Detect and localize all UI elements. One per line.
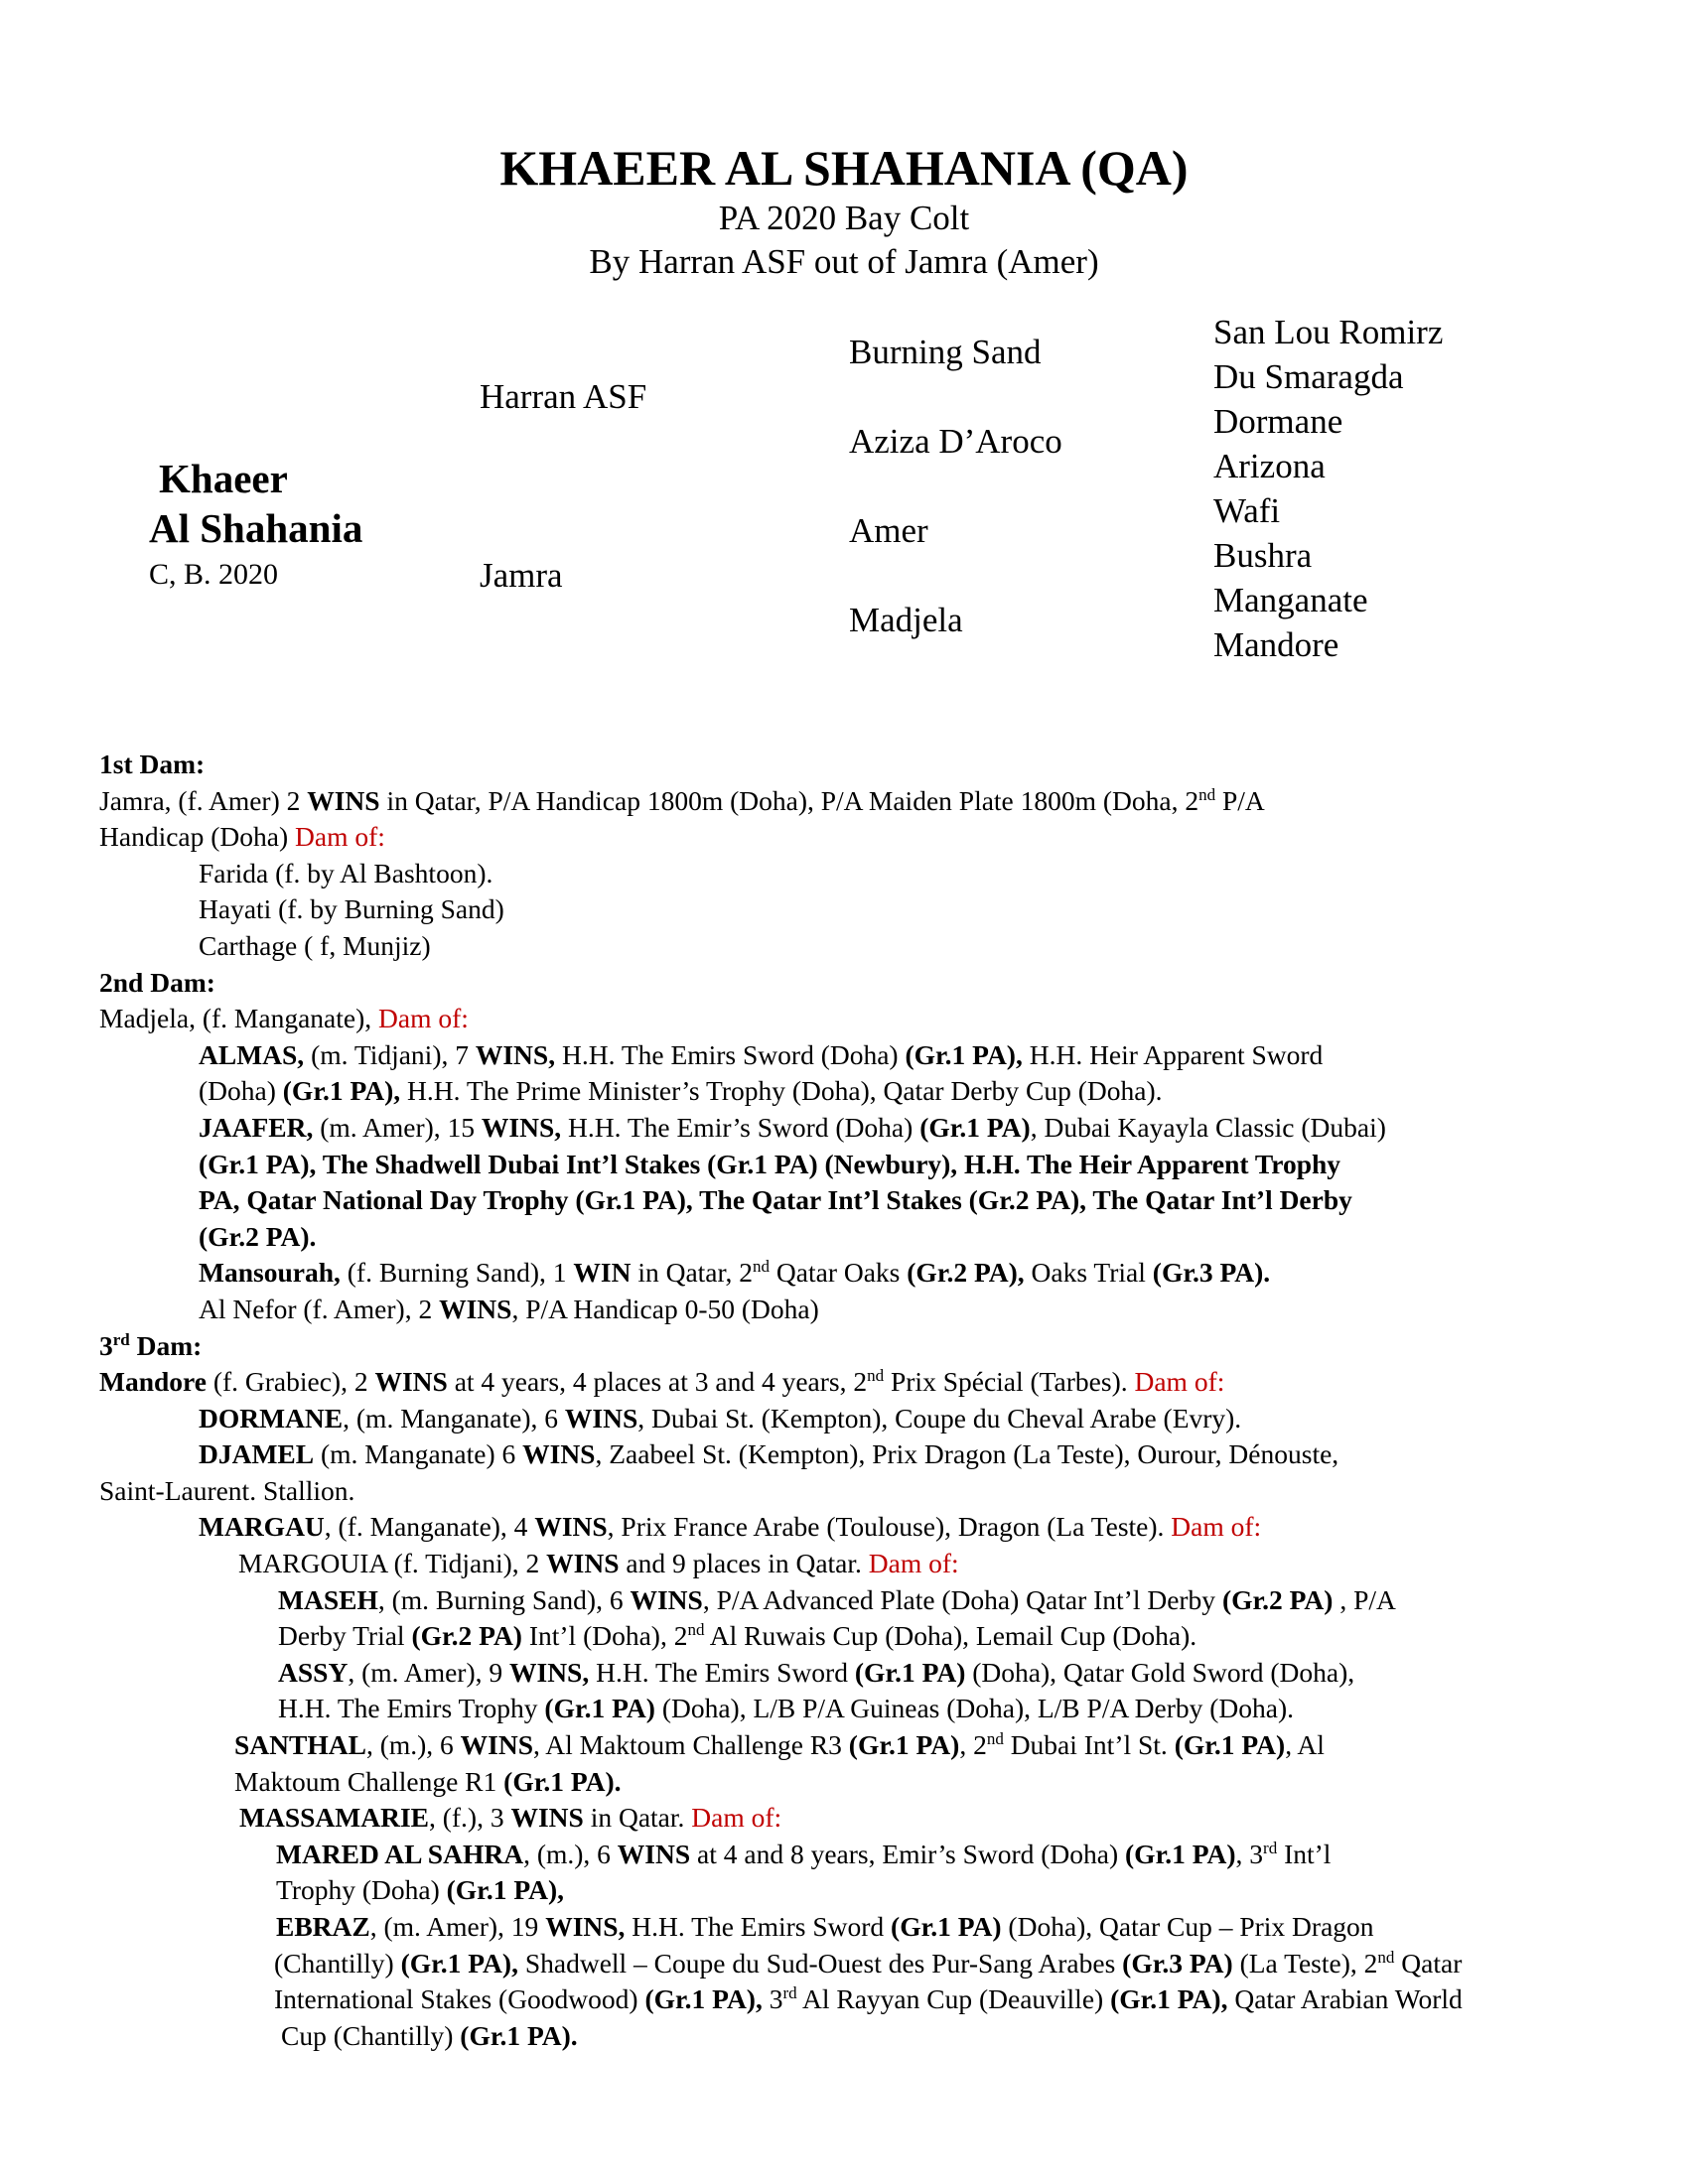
third-dam-record: Mandore (f. Grabiec), 2 WINS at 4 years, 4 places at 3 and 4 years, 2nd Prix Spécial (Tarbes). Dam of: [99, 1366, 1225, 1398]
horse-parentage: By Harran ASF out of Jamra (Amer) [589, 242, 1099, 281]
produce-entry-assy: ASSY, (m. Amer), 9 WINS, H.H. The Emirs Sword (Gr.1 PA) (Doha), Qatar Gold Sword (Doha), [278, 1656, 1355, 1688]
produce-entry-almas-cont: (Doha) (Gr.1 PA), H.H. The Prime Minister’s Trophy (Doha), Qatar Derby Cup (Doha). [199, 1075, 1163, 1107]
produce-entry-djamel-cont: Saint-Laurent. Stallion. [99, 1474, 355, 1506]
great-grandparent-name: Du Smaragda [1213, 357, 1404, 396]
produce-entry-margouia: MARGOUIA (f. Tidjani), 2 WINS and 9 places in Qatar. Dam of: [238, 1548, 959, 1579]
dam-name: Jamra [480, 556, 563, 595]
horse-description: PA 2020 Bay Colt [718, 199, 970, 237]
grandparent-name: Madjela [849, 601, 963, 639]
first-dam-heading: 1st Dam: [99, 749, 206, 779]
produce-entry-mansourah: Mansourah, (f. Burning Sand), 1 WIN in Qatar, 2nd Qatar Oaks (Gr.2 PA), Oaks Trial (Gr.3 PA). [199, 1257, 1271, 1289]
produce-entry-ebraz: EBRAZ, (m. Amer), 19 WINS, H.H. The Emirs Sword (Gr.1 PA) (Doha), Qatar Cup – Prix Dragon [276, 1911, 1374, 1942]
produce-entry-assy-cont: H.H. The Emirs Trophy (Gr.1 PA) (Doha), L/B P/A Guineas (Doha), L/B P/A Derby (Doha). [278, 1693, 1295, 1724]
first-dam-record: Jamra, (f. Amer) 2 WINS in Qatar, P/A Handicap 1800m (Doha), P/A Maiden Plate 1800m (Doha, 2nd P/A [99, 784, 1265, 816]
produce-entry-jaafer-cont: (Gr.2 PA). [199, 1220, 317, 1252]
produce-entry-jaafer-cont: PA, Qatar National Day Trophy (Gr.1 PA), The Qatar Int’l Stakes (Gr.2 PA), The Qatar Int’l Derby [199, 1184, 1352, 1216]
produce-entry-massamarie: MASSAMARIE, (f.), 3 WINS in Qatar. Dam of: [239, 1802, 782, 1834]
great-grandparent-name: Bushra [1213, 536, 1313, 575]
produce-entry-djamel: DJAMEL (m. Manganate) 6 WINS, Zaabeel St. (Kempton), Prix Dragon (La Teste), Ourour, Dénouste, [199, 1438, 1339, 1470]
produce-entry-jaafer: JAAFER, (m. Amer), 15 WINS, H.H. The Emir’s Sword (Doha) (Gr.1 PA), Dubai Kayayla Classic (Dubai) [199, 1111, 1386, 1143]
second-dam-record: Madjela, (f. Manganate), Dam of: [99, 1003, 469, 1034]
great-grandparent-name: Manganate [1213, 581, 1368, 619]
great-grandparent-name: Wafi [1213, 491, 1281, 530]
produce-entry-santhal-cont: Maktoum Challenge R1 (Gr.1 PA). [234, 1765, 622, 1797]
great-grandparent-name: San Lou Romirz [1213, 313, 1444, 351]
produce-entry-maseh: MASEH, (m. Burning Sand), 6 WINS, P/A Advanced Plate (Doha) Qatar Int’l Derby (Gr.2 PA) , P/A [278, 1583, 1396, 1615]
foal-entry: Farida (f. by Al Bashtoon). [199, 857, 493, 888]
great-grandparent-name: Dormane [1213, 402, 1343, 441]
produce-entry-margau: MARGAU, (f. Manganate), 4 WINS, Prix France Arabe (Toulouse), Dragon (La Teste). Dam of: [199, 1511, 1262, 1543]
grandparent-name: Amer [849, 511, 928, 550]
produce-entry-mared-al-sahra-cont: Trophy (Doha) (Gr.1 PA), [276, 1874, 565, 1906]
great-grandparent-name: Arizona [1213, 447, 1326, 485]
great-grandparent-name: Mandore [1213, 625, 1339, 664]
foal-entry: Hayati (f. by Burning Sand) [199, 893, 504, 925]
foal-entry: Carthage ( f, Munjiz) [199, 929, 431, 961]
first-dam-record-cont: Handicap (Doha) Dam of: [99, 821, 385, 853]
produce-entry-dormane: DORMANE, (m. Manganate), 6 WINS, Dubai St. (Kempton), Coupe du Cheval Arabe (Evry). [199, 1402, 1242, 1433]
produce-entry-santhal: SANTHAL, (m.), 6 WINS, Al Maktoum Challenge R3 (Gr.1 PA), 2nd Dubai Int’l St. (Gr.1 PA), Al [234, 1729, 1325, 1761]
sire-name: Harran ASF [480, 377, 647, 416]
produce-entry-mared-al-sahra: MARED AL SAHRA, (m.), 6 WINS at 4 and 8 years, Emir’s Sword (Doha) (Gr.1 PA), 3rd Int’l [276, 1838, 1332, 1869]
produce-entry-ebraz-cont: Cup (Chantilly) (Gr.1 PA). [281, 2019, 578, 2051]
produce-entry-ebraz-cont: International Stakes (Goodwood) (Gr.1 PA), 3rd Al Rayyan Cup (Deauville) (Gr.1 PA), Qatar Arabian World [274, 1983, 1463, 2015]
grandparent-name: Burning Sand [849, 333, 1042, 371]
produce-entry-al-nefor: Al Nefor (f. Amer), 2 WINS, P/A Handicap 0-50 (Doha) [199, 1293, 819, 1324]
family-record [99, 747, 1618, 2054]
grandparent-name: Aziza D’Aroco [849, 422, 1062, 461]
horse-name-line2: Al Shahania [149, 505, 363, 551]
second-dam-heading: 2nd Dam: [99, 966, 215, 998]
horse-name-line1: Khaeer [159, 456, 288, 501]
produce-entry-jaafer-cont: (Gr.1 PA), The Shadwell Dubai Int’l Stakes (Gr.1 PA) (Newbury), H.H. The Heir Apparent Trophy [199, 1148, 1341, 1179]
page-title: KHAEER AL SHAHANIA (QA) [499, 140, 1189, 196]
produce-entry-almas: ALMAS, (m. Tidjani), 7 WINS, H.H. The Emirs Sword (Doha) (Gr.1 PA), H.H. Heir Apparent Sword [199, 1038, 1324, 1070]
produce-entry-ebraz-cont: (Chantilly) (Gr.1 PA), Shadwell – Coupe du Sud-Ouest des Pur-Sang Arabes (Gr.3 PA) (La Teste), 2nd Qatar [274, 1947, 1463, 1979]
produce-entry-maseh-cont: Derby Trial (Gr.2 PA) Int’l (Doha), 2nd Al Ruwais Cup (Doha), Lemail Cup (Doha). [278, 1620, 1197, 1652]
third-dam-heading: 3rd Dam: [99, 1329, 203, 1361]
horse-sex-color-year: C, B. 2020 [149, 558, 279, 591]
